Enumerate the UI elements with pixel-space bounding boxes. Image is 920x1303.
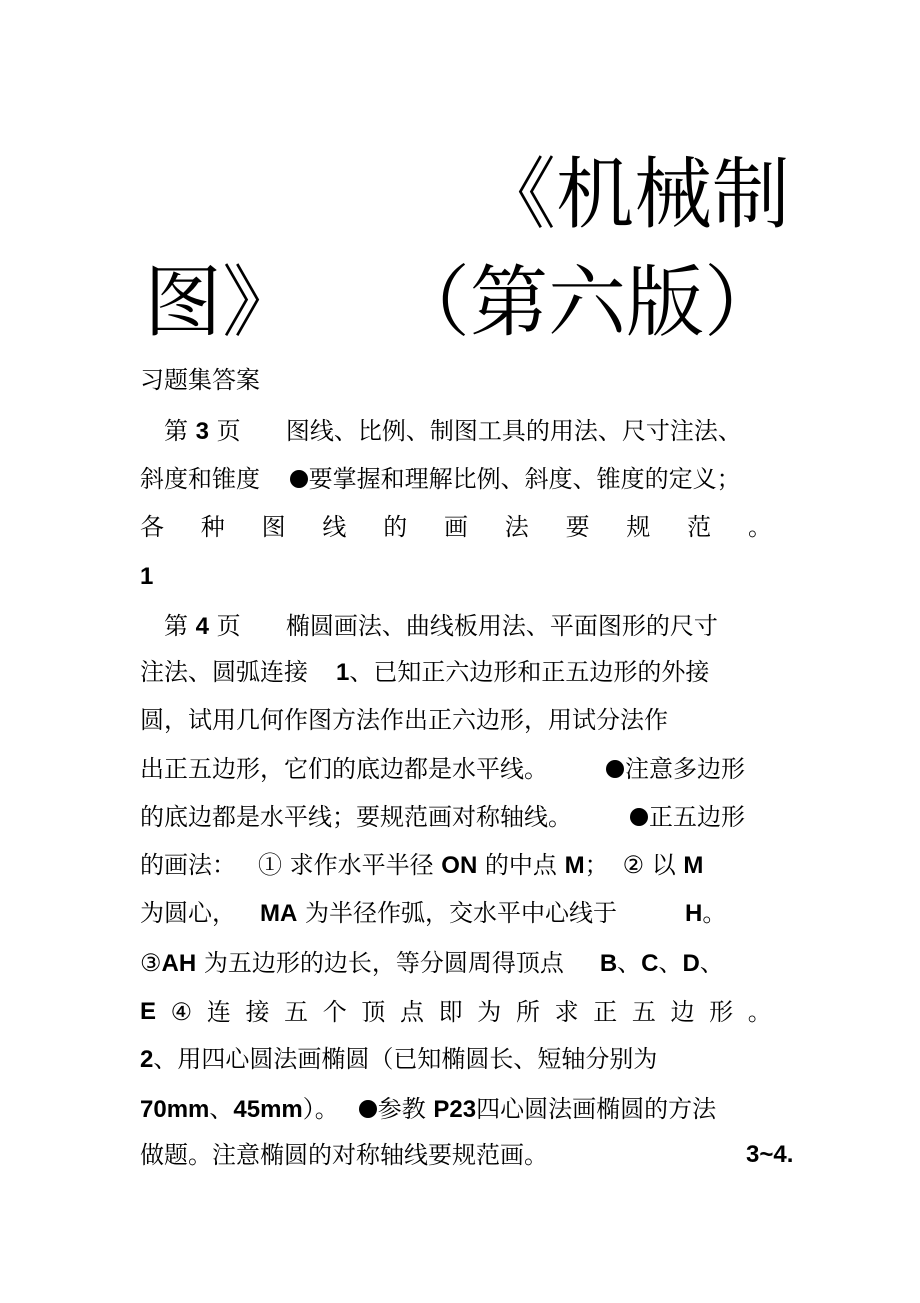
label-d: D: [682, 950, 700, 977]
text-run: 正五边形: [649, 803, 745, 831]
spread-char: 。: [747, 998, 772, 1026]
p3-page-mark: 1: [140, 563, 154, 590]
p3-char: 范: [687, 513, 712, 541]
spread-char: 正: [593, 998, 618, 1026]
page-ref: P23: [433, 1096, 477, 1123]
p3-page-number: 3: [195, 418, 209, 445]
title-line-2: [144, 258, 782, 348]
bullet-icon: [359, 1100, 377, 1118]
dim-45mm: 45mm: [233, 1096, 303, 1123]
p3-note: 要掌握和理解比例、斜度、锥度的定义；: [308, 465, 741, 493]
text-run: 、: [617, 949, 642, 977]
p3-char: 规: [626, 513, 651, 541]
text-run: 、: [658, 949, 683, 977]
text-run: 参教: [377, 1095, 426, 1123]
spread-char: 五: [284, 998, 309, 1026]
label-m: M: [564, 852, 585, 879]
label-ma: MA: [260, 900, 298, 927]
p3-line-2: [140, 464, 741, 494]
text-run: 。: [702, 899, 727, 927]
p3-char: 各: [140, 513, 164, 541]
spread-char: 顶: [361, 998, 386, 1026]
title-part-a: 图》: [144, 258, 301, 348]
bullet-icon: [606, 760, 624, 778]
spread-char: 求: [554, 998, 579, 1026]
label-b: B: [599, 950, 618, 977]
spread-char: 形: [709, 998, 734, 1026]
text-run: 的中点: [484, 851, 557, 879]
p4-page-number: 4: [195, 613, 209, 640]
spread-char: 为: [477, 998, 502, 1026]
p4-line-12: [140, 1140, 548, 1170]
text-run: 为半径作弧，交水平中心线于: [304, 899, 617, 927]
p4-label-a: 第: [164, 612, 188, 640]
spread-char: 五: [631, 998, 656, 1026]
p4-line-4: [140, 754, 745, 784]
text-run: 注法、圆弧连接: [140, 658, 308, 686]
p4-line-7: [140, 898, 726, 929]
text-run: ）。: [302, 1095, 339, 1123]
p3-char: 要: [565, 513, 590, 541]
text-run: 为五边形的边长，等分圆周得顶点: [203, 949, 564, 977]
p4-line-3: 圆，试用几何作图方法作出正六边形，用试分法作: [140, 706, 668, 734]
p3-char: 画: [443, 513, 468, 541]
text-run: ① 求作水平半径: [258, 851, 434, 879]
p4-line-10: [140, 1044, 657, 1075]
p3-char: 的: [383, 513, 408, 541]
p3-topic-2: 斜度和锥度: [140, 465, 260, 493]
bullet-icon: [630, 808, 648, 826]
spread-char: 即: [438, 998, 463, 1026]
text-run: 、: [699, 949, 724, 977]
text-run: 为圆心，: [140, 899, 236, 927]
text-run: 、用四心圆法画椭圆（已知椭圆长、短轴分别为: [153, 1045, 658, 1073]
label-h: H: [684, 900, 703, 927]
label-ah: AH: [161, 950, 197, 977]
p4-line-8: [140, 948, 724, 979]
text-run: 、: [209, 1095, 234, 1123]
spread-char: 边: [670, 998, 695, 1026]
text-run: 注意多边形: [625, 755, 745, 783]
spread-char: 连: [206, 998, 231, 1026]
p3-char: 图: [261, 513, 286, 541]
text-run: 四心圆法画椭圆的方法: [476, 1095, 717, 1123]
label-e: E: [140, 998, 157, 1025]
spread-char: ④: [170, 998, 193, 1026]
text-run: 的底边都是水平线；要规范画对称轴线。: [140, 803, 572, 831]
text-run: 的画法：: [140, 851, 236, 879]
p4-label-b: 页: [216, 612, 241, 640]
p3-char: 。: [747, 513, 772, 541]
p3-heading: [164, 416, 742, 447]
dim-70mm: 70mm: [140, 1096, 210, 1123]
spread-char: 点: [400, 998, 425, 1026]
p4-line-6: [140, 850, 703, 881]
text-run: 、已知正六边形和正五边形的外接: [349, 658, 710, 686]
title-part-b: （第六版）: [392, 258, 783, 348]
p4-line-9: [140, 997, 772, 1027]
text-run: ；: [584, 851, 609, 879]
p3-char: 种: [200, 513, 225, 541]
page-range-mark: 3~4.: [746, 1141, 794, 1168]
item-number: 2: [140, 1046, 154, 1073]
p3-char: 法: [504, 513, 529, 541]
bullet-icon: [290, 470, 308, 488]
p4-heading: [164, 611, 718, 642]
subtitle: 习题集答案: [140, 366, 260, 394]
text-run: 做题。注意椭圆的对称轴线要规范画。: [140, 1141, 548, 1169]
item-number: 1: [336, 659, 350, 686]
p3-topic: 图线、比例、制图工具的用法、尺寸注法、: [285, 417, 742, 445]
p3-label-a: 第: [164, 417, 188, 445]
p3-line-3: [140, 512, 772, 542]
label-m: M: [683, 852, 704, 879]
p4-line-11: [140, 1094, 716, 1125]
text-run: ② 以: [622, 851, 676, 879]
spread-char: 接: [245, 998, 270, 1026]
label-c: C: [641, 950, 659, 977]
title-line-1: 《机械制: [478, 150, 791, 240]
p4-line-5: [140, 802, 745, 832]
p4-line-2: [140, 657, 709, 688]
label-on: ON: [441, 852, 478, 879]
spread-char: 所: [515, 998, 540, 1026]
spread-char: 个: [322, 998, 347, 1026]
p3-char: 线: [322, 513, 347, 541]
text-run: 出正五边形，它们的底边都是水平线。: [140, 755, 548, 783]
p4-topic: 椭圆画法、曲线板用法、平面图形的尺寸: [285, 612, 718, 640]
p3-label-b: 页: [216, 417, 241, 445]
text-run: ③: [140, 949, 162, 977]
